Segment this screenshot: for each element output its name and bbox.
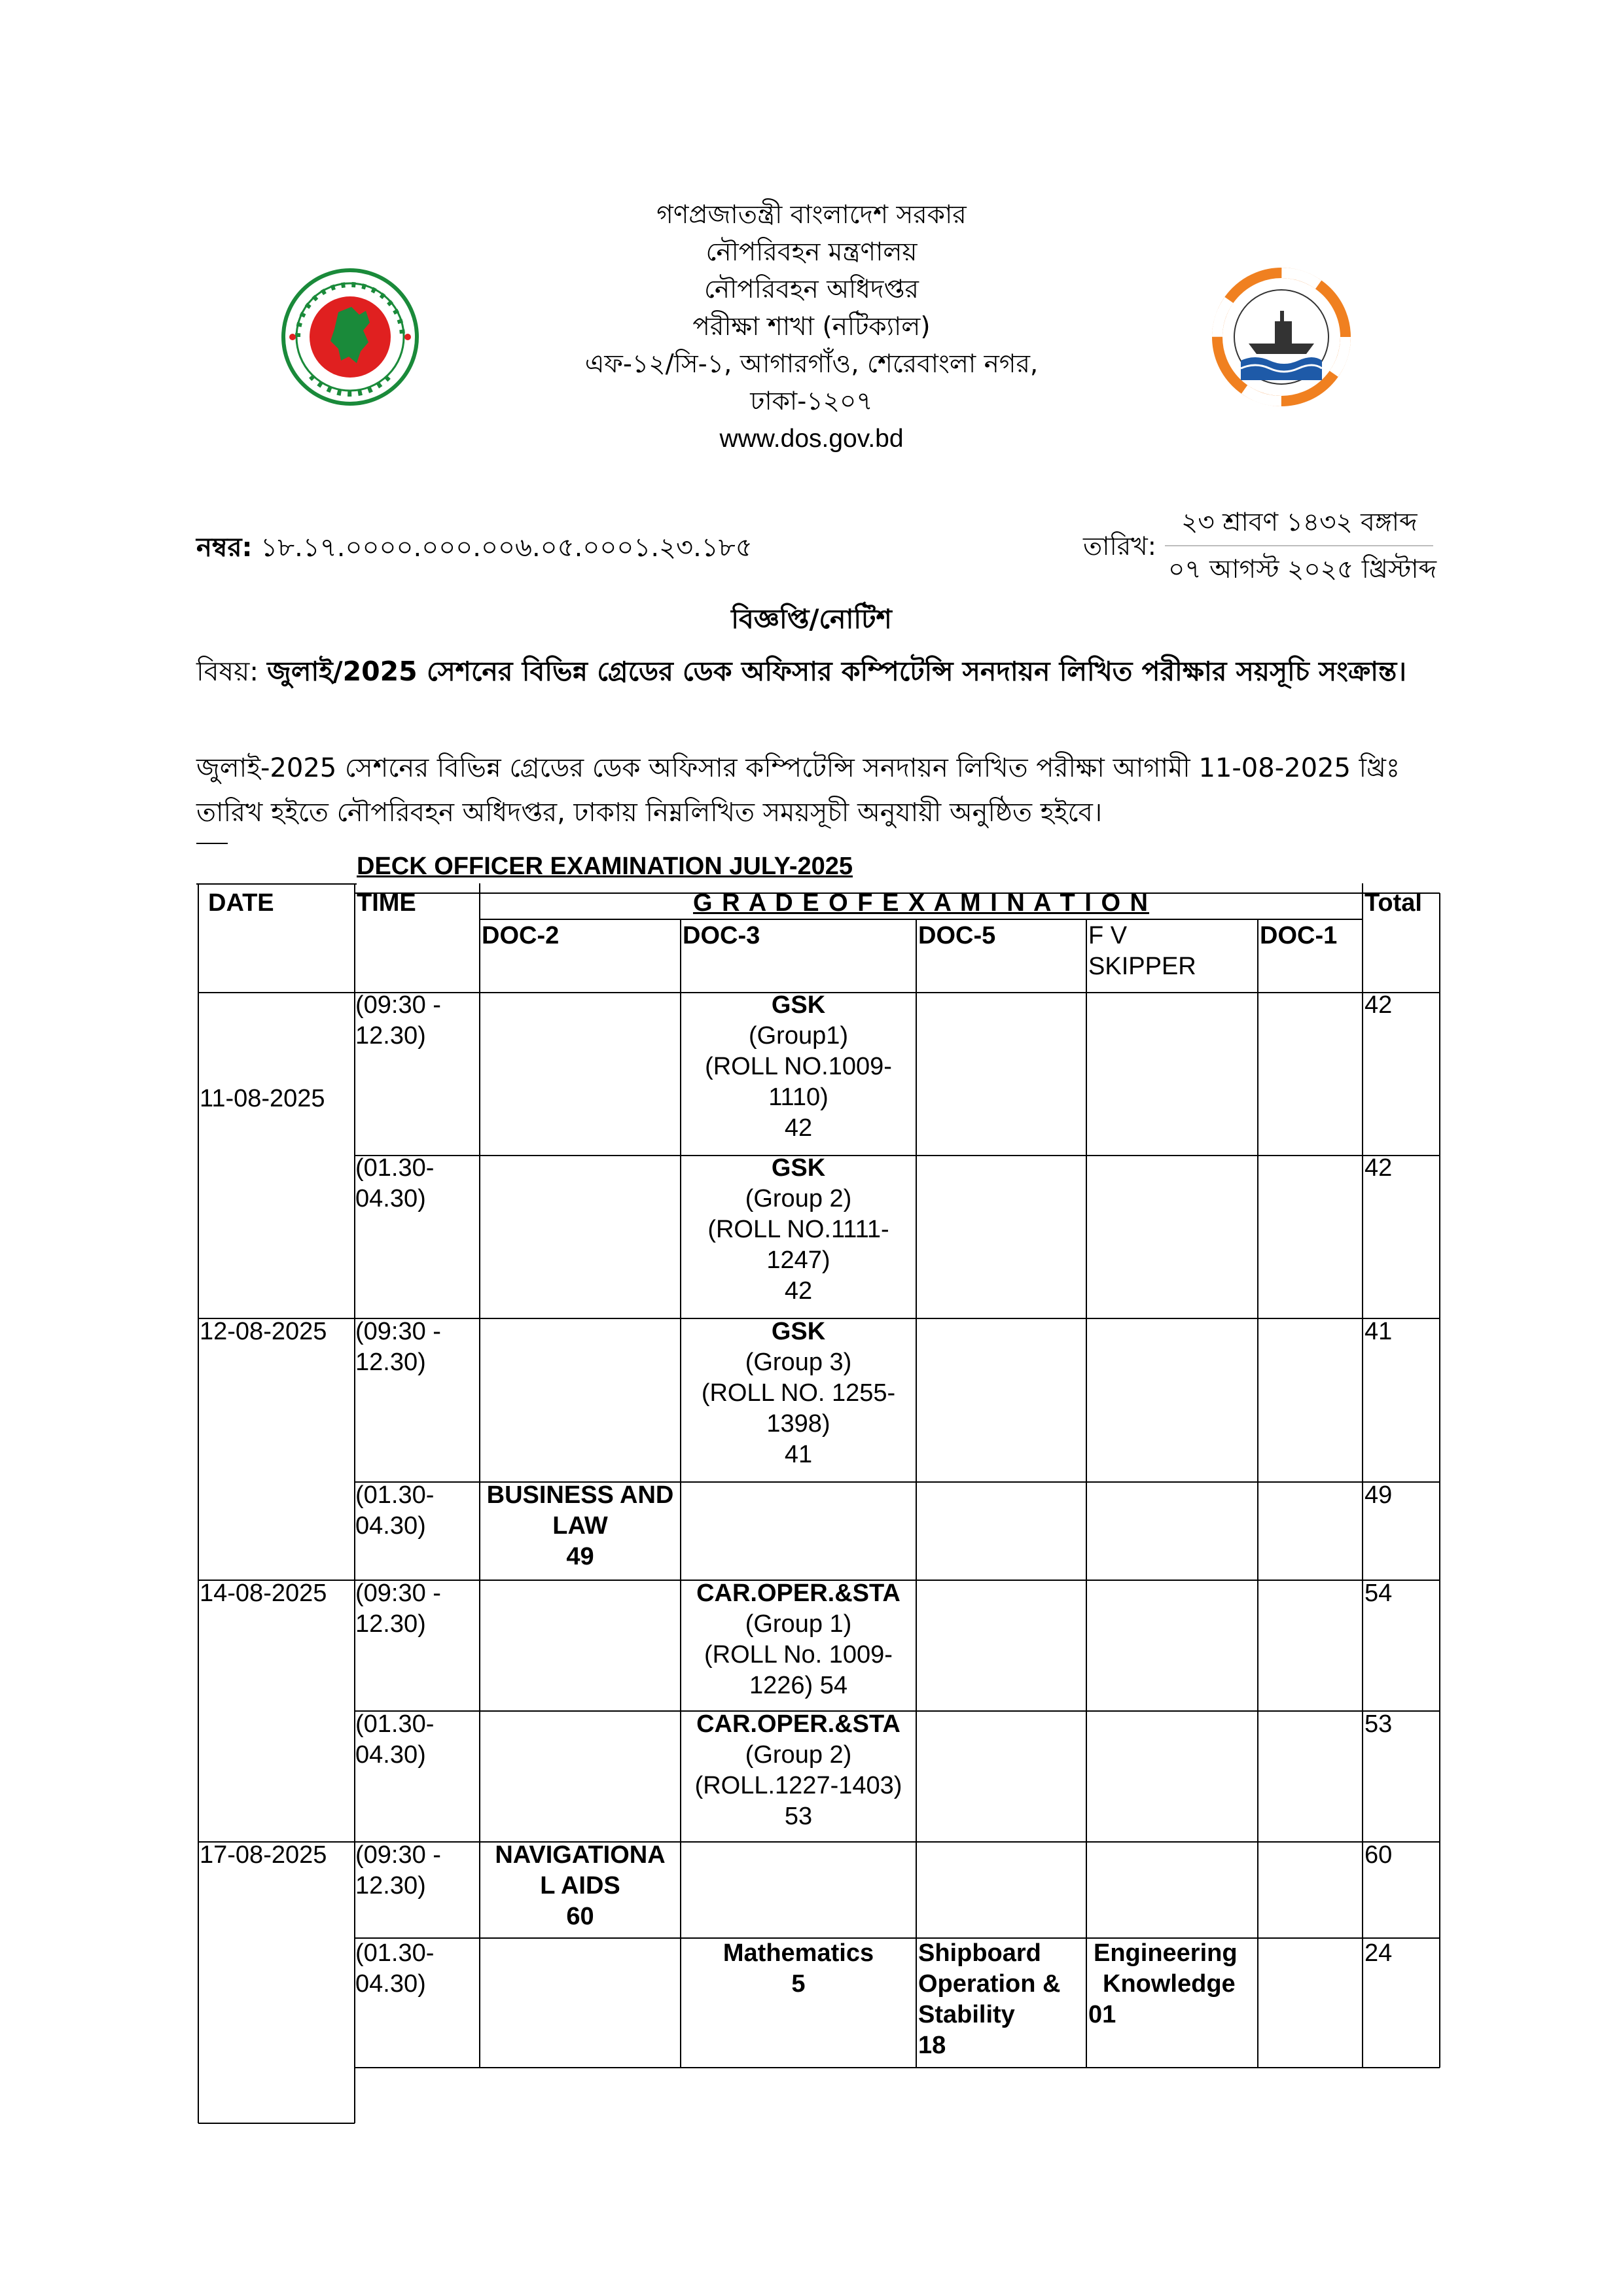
table-row-3-total: 41 <box>1364 1318 1393 1345</box>
exam-date: 14-08-2025 <box>200 1580 327 1607</box>
header-line-city: ঢাকা-১২০৭ <box>750 387 873 416</box>
exam-time-afternoon: (01.30- 04.30) <box>355 1154 435 1212</box>
table-row-6-total: 53 <box>1364 1710 1393 1738</box>
date-gregorian: ০৭ আগস্ট ২০২৫ খ্রিস্টাব্দ <box>1168 555 1436 584</box>
col-header-fv-skipper: F V SKIPPER <box>1088 922 1196 980</box>
exam-date: 17-08-2025 <box>200 1841 327 1869</box>
exam-time-afternoon: (01.30- 04.30) <box>355 1481 435 1540</box>
header-line-government: গণপ্রজাতন্ত্রী বাংলাদেশ সরকার <box>656 200 967 230</box>
reference-number: নম্বর: ১৮.১৭.০০০০.০০০.০০৬.০৫.০০০১.২৩.১৮৫ <box>196 533 753 563</box>
col-header-time: TIME <box>357 889 416 917</box>
table-row-2-doc3: GSK (Group 2) (ROLL NO.1111- 1247) 42 <box>707 1154 889 1305</box>
col-header-total: Total <box>1364 889 1422 917</box>
col-header-doc5: DOC-5 <box>918 922 996 949</box>
col-header-date: DATE <box>208 889 274 917</box>
table-row-4-total: 49 <box>1364 1481 1393 1509</box>
table-row-5-total: 54 <box>1364 1580 1393 1607</box>
table-row-1-total: 42 <box>1364 991 1393 1019</box>
table-row-5-doc3: CAR.OPER.&STA (Group 1) (ROLL No. 1009- 1226) 54 <box>696 1580 901 1699</box>
header-line-department: নৌপরিবহন অধিদপ্তর <box>704 275 919 304</box>
col-header-doc2: DOC-2 <box>482 922 560 949</box>
table-row-2-total: 42 <box>1364 1154 1393 1182</box>
shipping-emblem-icon <box>1209 265 1353 409</box>
date-divider <box>1165 545 1433 546</box>
table-row-3-doc3: GSK (Group 3) (ROLL NO. 1255- 1398) 41 <box>701 1318 896 1468</box>
header-line-ministry: নৌপরিবহন মন্ত্রণালয় <box>705 238 918 267</box>
exam-date: 12-08-2025 <box>200 1318 327 1345</box>
title-rule <box>196 883 357 885</box>
table-row-8-doc3: Mathematics 5 <box>722 1939 874 1998</box>
header-website: www.dos.gov.bd <box>719 425 904 453</box>
notice-subject: বিষয়: জুলাই/2025 সেশনের বিভিন্ন গ্রেডের ডেক অফিসার কম্পিটেন্সি সনদায়ন লিখিত পরীক্ষার সয়সূচি সংক্রান্ত। <box>196 656 1406 687</box>
schedule-table-title: DECK OFFICER EXAMINATION JULY-2025 <box>357 853 853 880</box>
exam-time-morning: (09:30 - 12.30) <box>355 1318 441 1376</box>
exam-time-afternoon: (01.30- 04.30) <box>355 1939 435 1998</box>
exam-date: 11-08-2025 <box>200 1085 325 1112</box>
notice-body: জুলাই-2025 সেশনের বিভিন্ন গ্রেডের ডেক অফিসার কম্পিটেন্সি সনদায়ন লিখিত পরীক্ষা আগামী 11-08-2025 খ্রিঃ তারিখ হইতে নৌপরিবহন অধিদপ্তর, ঢাকায় নিম্নলিখিত সময়সূচী অনুযায়ী অনুষ্ঠিত হইবে। <box>196 753 1400 828</box>
table-row-8-total: 24 <box>1364 1939 1393 1967</box>
short-rule <box>196 843 228 844</box>
table-row-8-fv-skipper: Engineering Knowledge 01 <box>1088 1939 1238 2028</box>
col-header-doc3: DOC-3 <box>683 922 760 949</box>
exam-time-morning: (09:30 - 12.30) <box>355 1580 441 1638</box>
col-header-doc1: DOC-1 <box>1260 922 1338 949</box>
government-seal-icon <box>278 265 422 409</box>
exam-time-morning: (09:30 - 12.30) <box>355 1841 441 1899</box>
table-row-4-doc2: BUSINESS AND LAW 49 <box>486 1481 674 1570</box>
header-line-section: পরীক্ষা শাখা (নটিক্যাল) <box>692 312 931 342</box>
table-row-7-doc2: NAVIGATIONA L AIDS 60 <box>495 1841 666 1930</box>
exam-time-morning: (09:30 - 12.30) <box>355 991 441 1050</box>
date-label: তারিখ: <box>1083 532 1156 561</box>
table-row-6-doc3: CAR.OPER.&STA (Group 2) (ROLL.1227-1403) 53 <box>694 1710 902 1830</box>
header-line-address: এফ-১২/সি-১, আগারগাঁও, শেরেবাংলা নগর, <box>584 349 1039 379</box>
col-header-grade: G R A D E O F E X A M I N A T I O N <box>692 889 1150 917</box>
table-row-8-doc5: Shipboard Operation & Stability 18 <box>918 1939 1061 2059</box>
notice-title: বিজ্ঞপ্তি/নোটিশ <box>731 603 892 635</box>
table-row-1-doc3: GSK (Group1) (ROLL NO.1009- 1110) 42 <box>705 991 892 1142</box>
table-row-7-total: 60 <box>1364 1841 1393 1869</box>
date-bangla: ২৩ শ্রাবণ ১৪৩২ বঙ্গাব্দ <box>1181 508 1418 537</box>
exam-time-afternoon: (01.30- 04.30) <box>355 1710 435 1769</box>
